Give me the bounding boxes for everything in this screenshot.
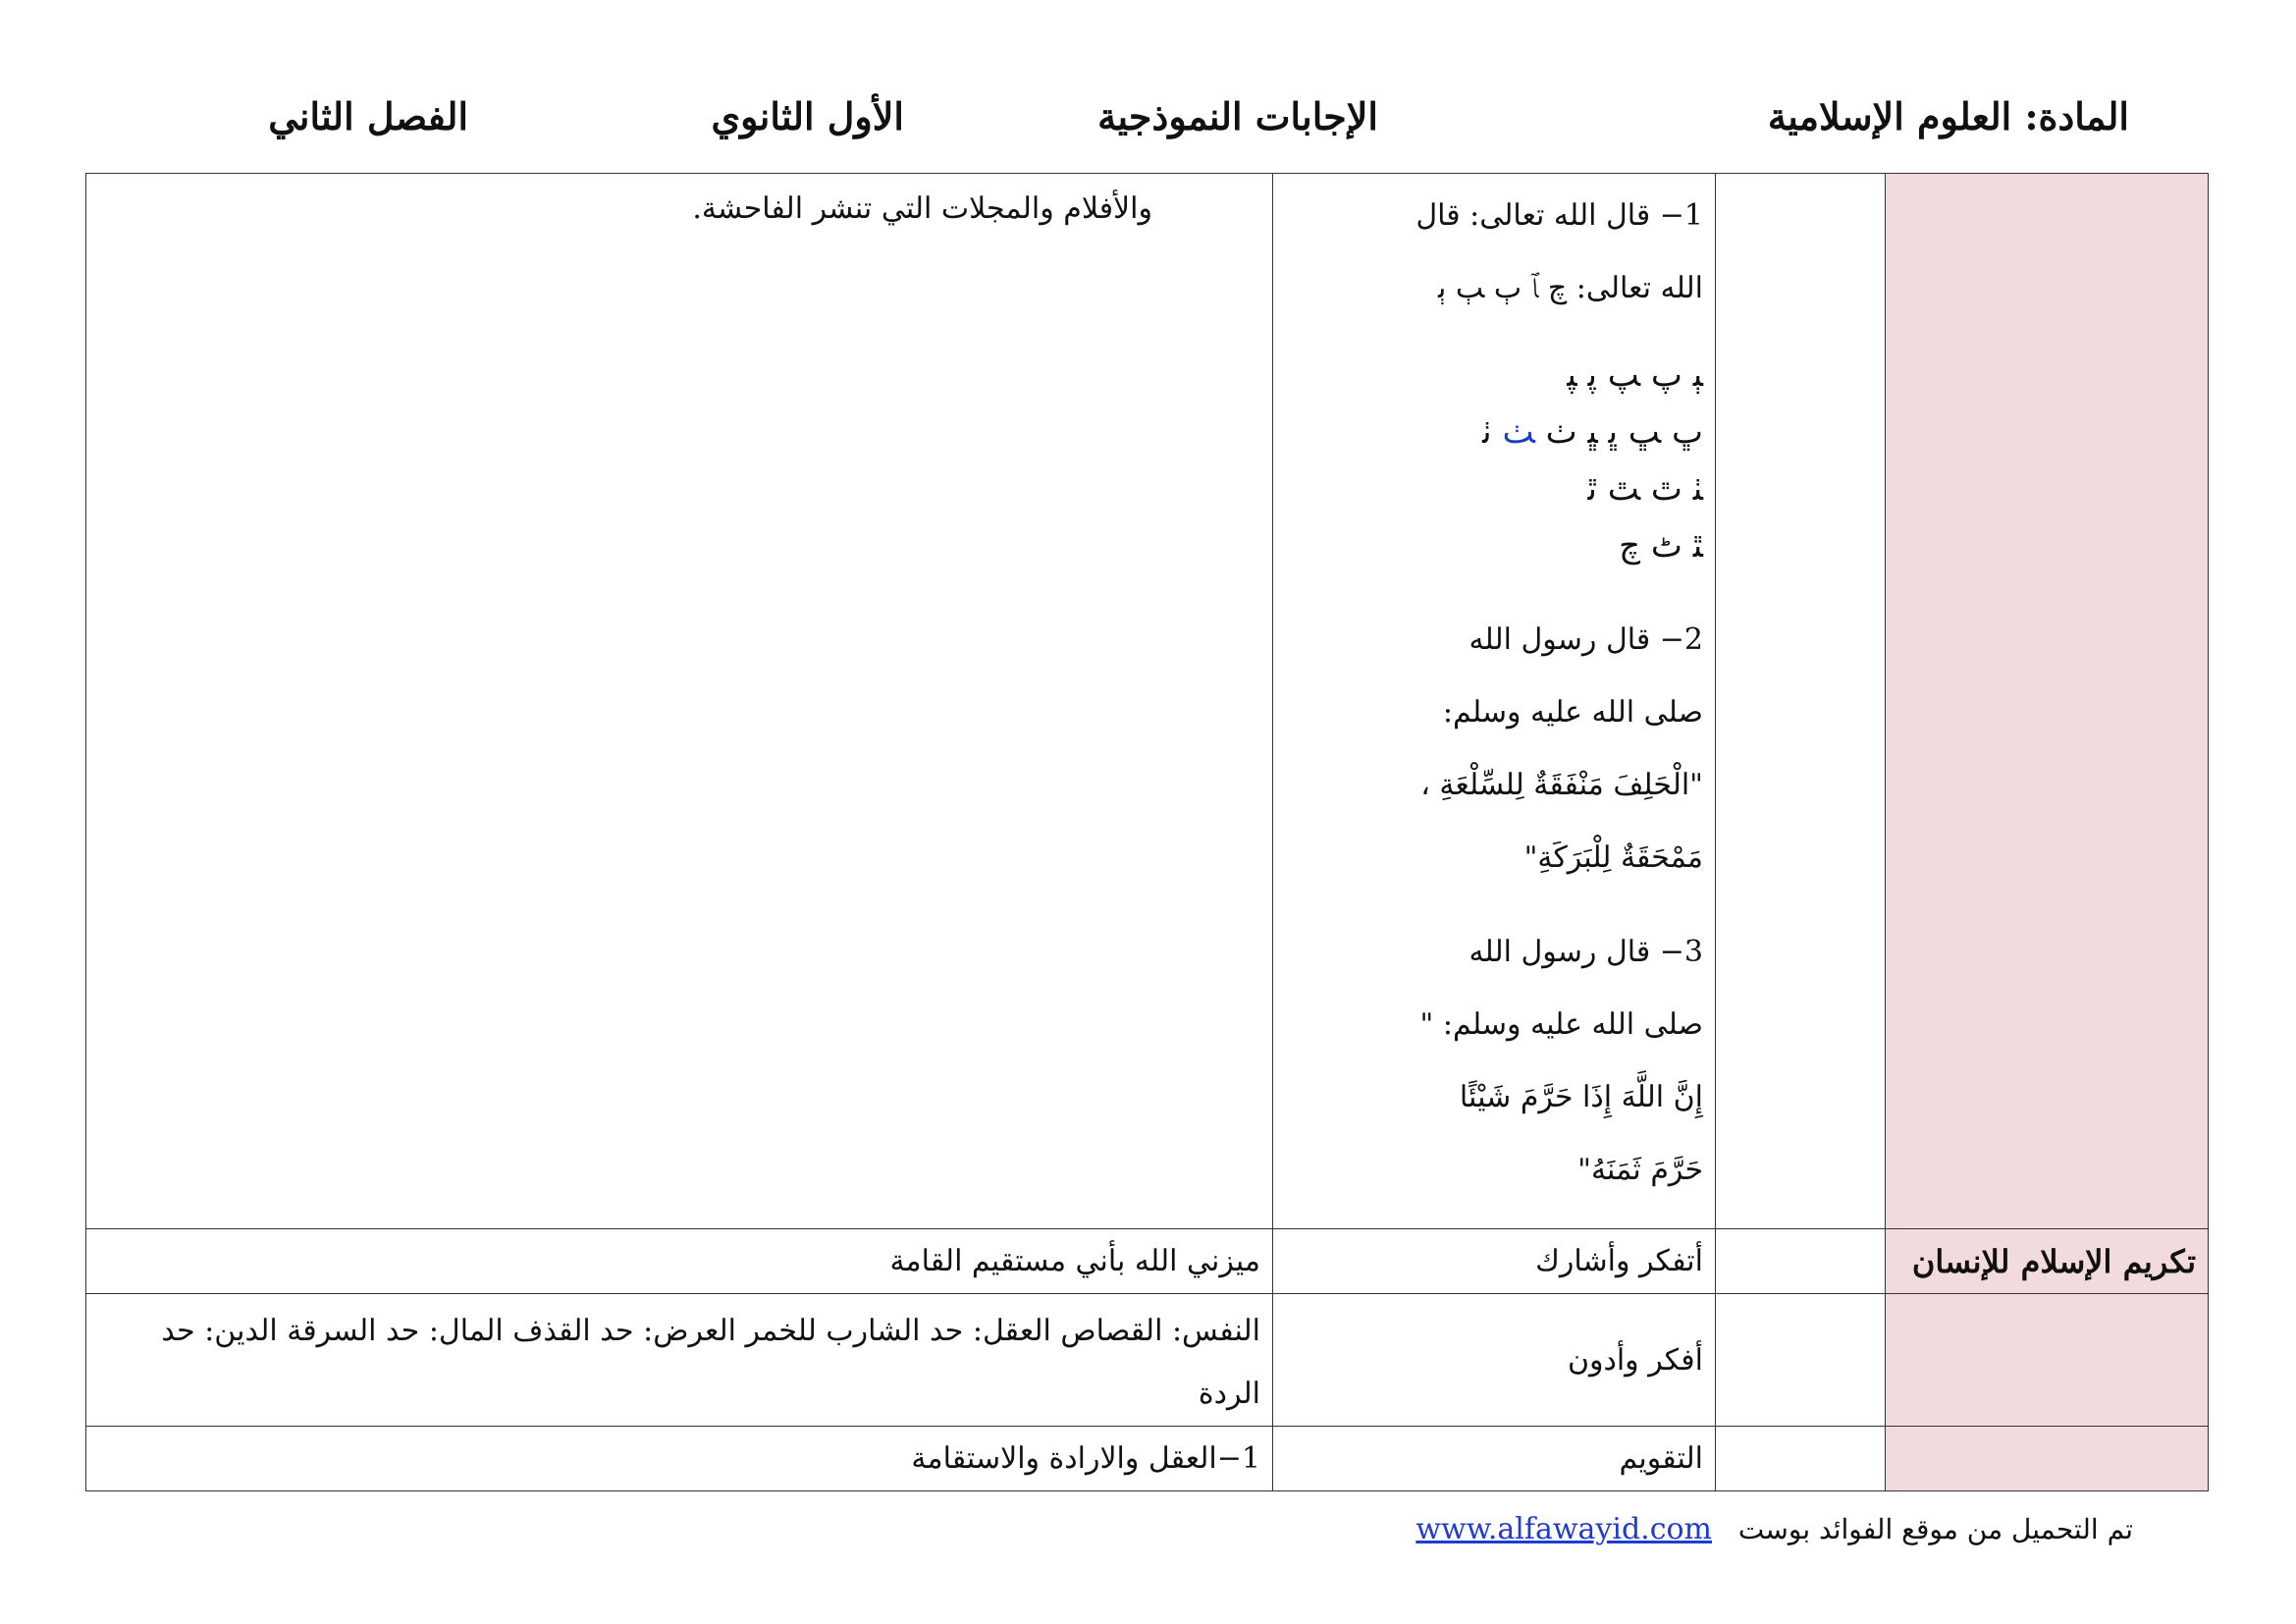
answer-text: والأفلام والمجلات التي تنشر الفاحشة. (692, 191, 1152, 226)
topic-cell (1886, 1427, 2209, 1491)
evidence-item-1: 1− قال الله تعالى: قال الله تعالى: چ ﭑ ﭒ ﭓ ﭔ (1415, 198, 1703, 305)
topic-cell (1886, 1229, 2209, 1294)
footer-text: تم التحميل من موقع الفوائد بوست (1737, 1513, 2133, 1545)
answer-text: النفس: القصاص العقل: حد الشارب للخمر العرض: حد القذف المال: حد السرقة الدين: حد الردة (161, 1314, 1260, 1411)
answer-cell (86, 1294, 1273, 1427)
topic-cell (1886, 1294, 2209, 1427)
topic-cell (1886, 174, 2209, 1229)
site-link[interactable]: www.alfawayid.com (1415, 1512, 1712, 1546)
answers-table (85, 173, 2209, 1491)
evidence-item-2: 2− قال رسول الله صلى الله عليه وسلم: "الْحَلِفَ مَنْفَقَةٌ لِلسِّلْعَةِ ، مَمْحَقَةٌ لِلْبَرَكَةِ" (1420, 623, 1703, 875)
answer-cell (86, 174, 1273, 1229)
quran-glyphs-line-4: ﭥ ﭦ چ (1619, 526, 1703, 566)
glyph-run: ﭚ ﭛ ﭜ ﭝ ﭞ (1545, 412, 1703, 452)
quran-glyphs-line-3: ﭡ ﭢ ﭣ ﭤ (1587, 469, 1703, 509)
note-cell (1716, 1294, 1886, 1427)
download-footer (1415, 1512, 2133, 1546)
answers-heading: الإجابات النموذجية (1097, 94, 1378, 138)
quran-glyphs-line-2 (1409, 404, 1703, 460)
activity-cell: أفكر وأدون (1273, 1294, 1716, 1427)
table-row (86, 1294, 2209, 1427)
quran-glyphs-line-1: ﭕ ﭖ ﭗ ﭘ ﭙ (1567, 355, 1703, 395)
table-row (86, 174, 2209, 1229)
grade-heading: الأول الثانوي (711, 94, 904, 138)
activity-cell: أتفكر وأشارك (1273, 1229, 1716, 1294)
glyph-run-end: ﭠ (1482, 412, 1492, 452)
glyph-highlight: ﭟ (1502, 412, 1535, 452)
answer-cell: ميزني الله بأني مستقيم القامة (86, 1229, 1273, 1294)
evidence-item-3: 3− قال رسول الله صلى الله عليه وسلم: " إِنَّ اللَّهَ إِذَا حَرَّمَ شَيْئًا حَرَّمَ ثَمَنَهُ" (1419, 935, 1703, 1187)
table-row (86, 1427, 2209, 1491)
table-row (86, 1229, 2209, 1294)
activity-cell: التقويم (1273, 1427, 1716, 1491)
answer-cell: 1−العقل والارادة والاستقامة (86, 1427, 1273, 1491)
evidence-cell (1273, 174, 1716, 1229)
note-cell (1716, 174, 1886, 1229)
note-cell (1716, 1427, 1886, 1491)
note-cell (1716, 1229, 1886, 1294)
term-heading: الفصل الثاني (268, 94, 468, 138)
topic-title: تكريم الإسلام للإنسان (1911, 1242, 2196, 1280)
subject-heading: المادة: العلوم الإسلامية (1767, 94, 2129, 138)
